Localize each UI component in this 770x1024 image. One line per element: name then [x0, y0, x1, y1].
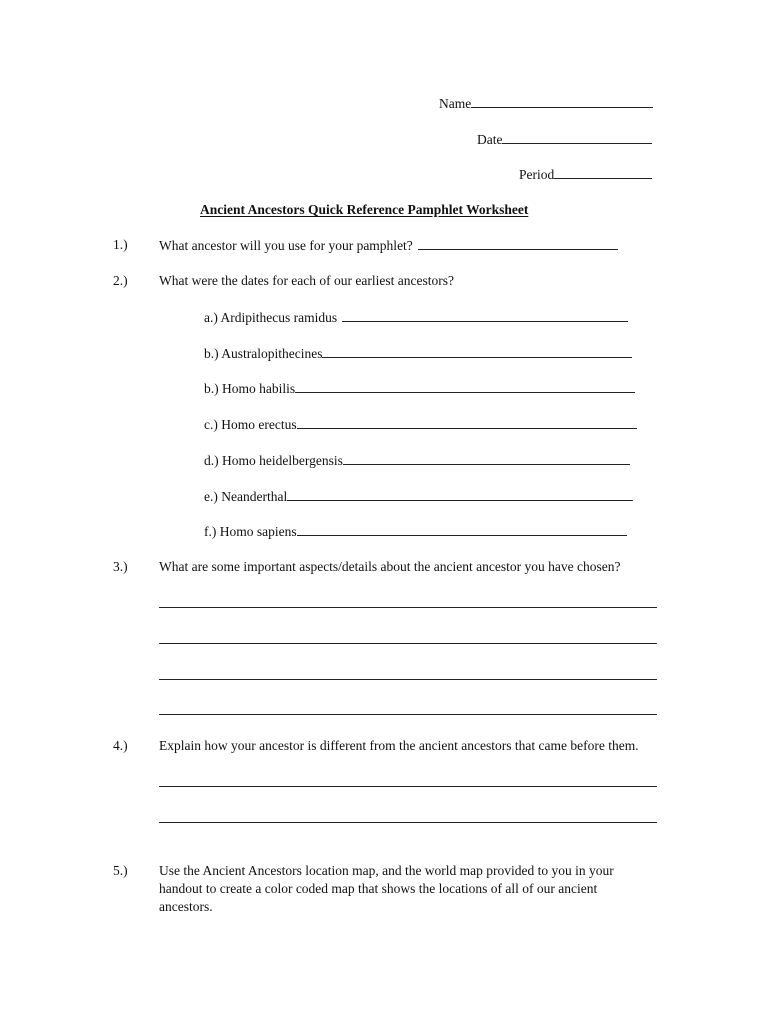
period-blank[interactable]	[554, 166, 652, 179]
question-1-text: What ancestor will you use for your pamphlet?	[159, 238, 413, 253]
question-3-answer-line[interactable]	[159, 679, 657, 680]
question-2-item	[204, 309, 628, 326]
name-field	[439, 95, 653, 112]
question-2-item	[204, 452, 630, 469]
question-2-item-label: a.) Ardipithecus ramidus	[204, 310, 338, 325]
question-3-number: 3.)	[113, 559, 128, 574]
question-3-text: What are some important aspects/details about the ancient ancestor you have chosen?	[159, 559, 621, 574]
question-2-item-blank[interactable]	[322, 345, 632, 358]
question-2-item-label: e.) Neanderthal	[204, 489, 288, 504]
question-1-number: 1.)	[113, 237, 128, 252]
question-2-item-blank[interactable]	[295, 380, 635, 393]
question-3-answer-line[interactable]	[159, 714, 657, 715]
question-2-item-label: b.) Australopithecines	[204, 346, 323, 361]
question-2-item-label: c.) Homo erectus	[204, 417, 297, 432]
period-field	[519, 166, 652, 183]
question-4-answer-line[interactable]	[159, 822, 657, 823]
name-label: Name	[439, 96, 472, 111]
question-2-text: What were the dates for each of our earliest ancestors?	[159, 273, 454, 288]
question-4-number: 4.)	[113, 738, 128, 753]
worksheet-title: Ancient Ancestors Quick Reference Pamphlet Worksheet	[200, 202, 529, 217]
question-1-answer-blank[interactable]	[418, 237, 618, 250]
question-1	[159, 237, 618, 254]
question-2-item-label: f.) Homo sapiens	[204, 524, 297, 539]
question-4-answer-line[interactable]	[159, 786, 657, 787]
date-blank[interactable]	[502, 131, 652, 144]
question-2-item-label: b.) Homo habilis	[204, 381, 296, 396]
question-2-item-label: d.) Homo heidelbergensis	[204, 453, 343, 468]
question-3-answer-line[interactable]	[159, 643, 657, 644]
question-2-item	[204, 416, 637, 433]
question-4-text: Explain how your ancestor is different from the ancient ancestors that came before them.	[159, 738, 639, 753]
date-label: Date	[477, 132, 503, 147]
question-5-number: 5.)	[113, 863, 128, 878]
question-2-item-blank[interactable]	[343, 452, 630, 465]
period-label: Period	[519, 167, 555, 182]
question-2-item	[204, 380, 635, 397]
question-2-item-blank[interactable]	[297, 416, 637, 429]
question-2-item	[204, 523, 627, 540]
question-5-text: Use the Ancient Ancestors location map, and the world map provided to you in your handout to create a color coded map that shows the locations of all of our ancient ancestors.	[159, 863, 614, 914]
date-field	[477, 131, 652, 148]
question-2-number: 2.)	[113, 273, 128, 288]
name-blank[interactable]	[471, 95, 653, 108]
question-3-answer-line[interactable]	[159, 607, 657, 608]
question-2-item-blank[interactable]	[297, 523, 627, 536]
question-2-item-blank[interactable]	[342, 309, 628, 322]
question-2-item-blank[interactable]	[287, 488, 633, 501]
question-2-item	[204, 488, 633, 505]
question-2-item	[204, 345, 632, 362]
